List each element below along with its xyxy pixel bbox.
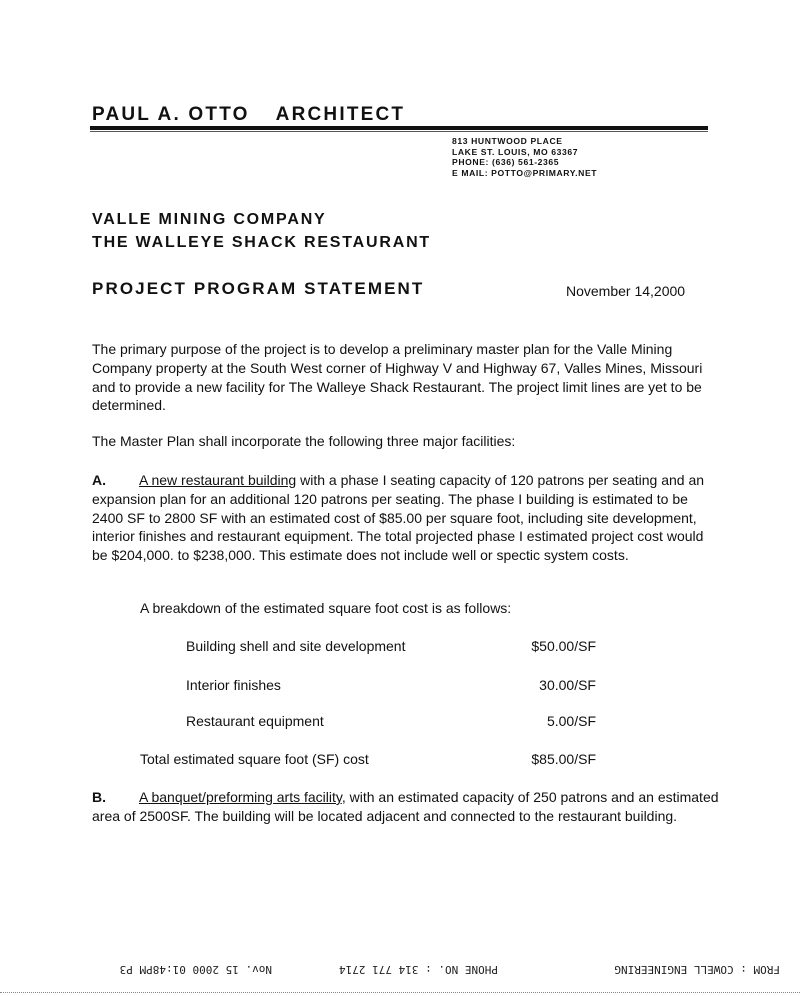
facility-a-title: A new restaurant building xyxy=(139,472,297,488)
cost-row-label: Interior finishes xyxy=(186,677,281,693)
fax-from: FROM : COWELL ENGINEERING xyxy=(614,963,780,976)
cost-row-value: $50.00/SF xyxy=(531,638,596,654)
cost-row-label: Restaurant equipment xyxy=(186,713,324,729)
cost-row-label: Building shell and site development xyxy=(186,638,406,654)
letterhead-rule xyxy=(90,126,708,130)
address-phone: PHONE: (636) 561-2365 xyxy=(452,157,560,167)
fax-phone: PHONE NO. : 314 771 2714 xyxy=(339,963,498,976)
letterhead-rule-thin xyxy=(90,131,708,132)
architect-name-title xyxy=(92,104,405,126)
architect-name: PAUL A. OTTO xyxy=(92,104,250,125)
breakdown-intro: A breakdown of the estimated square foot cost is as follows: xyxy=(140,600,512,616)
facility-b-paragraph xyxy=(92,788,722,826)
facility-b-marker: B. xyxy=(92,789,106,805)
facilities-intro: The Master Plan shall incorporate the following three major facilities: xyxy=(92,433,516,449)
fax-time: Nov. 15 2000 01:48PM P3 xyxy=(119,963,272,976)
facility-b-text: , with an estimated capacity of 250 patrons and an estimated area of 2500SF. The building will be located adjacent and connected to the restaurant building. xyxy=(92,789,719,824)
facility-b-title: A banquet/preforming arts facility xyxy=(139,789,342,805)
document-date: November 14,2000 xyxy=(566,283,686,299)
address-block xyxy=(452,136,597,178)
client-company: VALLE MINING COMPANY xyxy=(92,211,327,228)
facility-a-paragraph xyxy=(92,471,722,565)
address-street: 813 HUNTWOOD PLACE xyxy=(452,136,563,146)
address-city: LAKE ST. LOUIS, MO 63367 xyxy=(452,146,579,157)
facility-a-text: with a phase I seating capacity of 120 patrons per seating and an expansion plan for an additional 120 patrons per seating. The phase I building is estimated to be 2400 SF to 2800 SF with an estimated cost of $85.00 per square foot, including site development, interior finishes and restaurant equipment. The total projected phase I estimated project cost would be $204,000. to $238,000. This estimate does not include well or spectic system costs. xyxy=(92,472,705,564)
fax-header-line xyxy=(0,956,800,980)
address-email: E MAIL: POTTO@PRIMARY.NET xyxy=(452,167,598,178)
cost-row-value: 5.00/SF xyxy=(546,713,596,729)
client-block xyxy=(92,208,431,254)
architect-title: ARCHITECT xyxy=(275,104,406,125)
purpose-paragraph: The primary purpose of the project is to develop a preliminary master plan for the Valle Mining Company property at the South West corner of Highway V and Highway 67, Valles Mines, Missouri and to provide a new facility for The Walleye Shack Restaurant. The project limit lines are yet to be determined. xyxy=(92,341,703,414)
client-project: THE WALLEYE SHACK RESTAURANT xyxy=(92,234,431,251)
cost-total-value: $85.00/SF xyxy=(531,751,596,767)
cost-total-label: Total estimated square foot (SF) cost xyxy=(140,751,369,767)
facility-a-marker: A. xyxy=(92,472,106,488)
page-edge-dotted xyxy=(0,992,800,993)
cost-row-value: 30.00/SF xyxy=(539,677,596,693)
document-title: PROJECT PROGRAM STATEMENT xyxy=(92,279,425,298)
